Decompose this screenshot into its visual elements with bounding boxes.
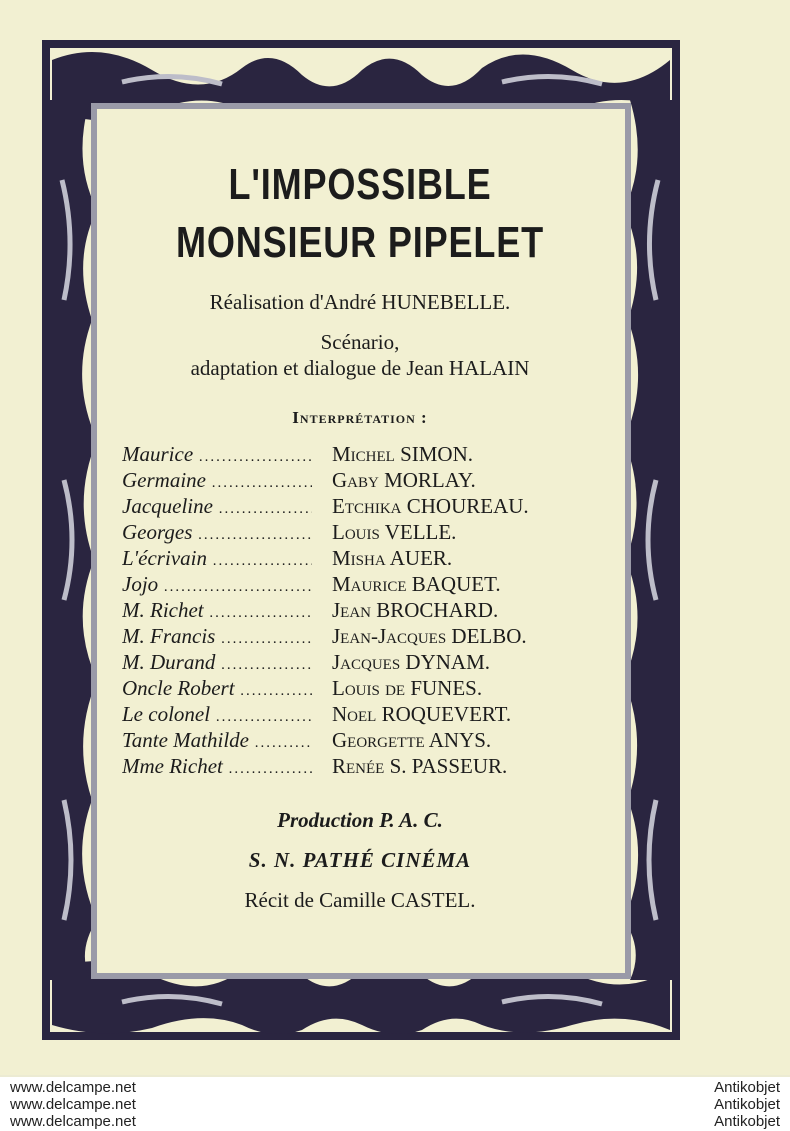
- watermark-right: Antikobjet: [714, 1096, 780, 1113]
- cast-row: [122, 546, 612, 572]
- studio-credit: S. N. PATHÉ CINÉMA: [248, 848, 472, 872]
- cast-actor: Michel SIMON.: [332, 442, 474, 466]
- cast-role: Oncle Robert .....: [122, 676, 312, 701]
- watermark-left: www.delcampe.net: [10, 1113, 136, 1130]
- watermark-left: www.delcampe.net: [10, 1079, 136, 1096]
- cast-role: Le colonel .....: [122, 702, 312, 727]
- cast-row: [122, 598, 612, 624]
- cast-role: M. Durand .....: [122, 650, 312, 675]
- story-credit: Récit de Camille CASTEL.: [244, 888, 476, 912]
- cast-role: M. Richet .....: [122, 598, 312, 623]
- cast-row: [122, 572, 612, 598]
- cast-actor: Jean BROCHARD.: [332, 598, 499, 622]
- cast-actor: Etchika CHOUREAU.: [332, 494, 529, 518]
- cast-role: Georges .....: [122, 520, 312, 545]
- cast-actor: Renée S. PASSEUR.: [332, 754, 508, 778]
- cast-actor: Jacques DYNAM.: [332, 650, 491, 674]
- cast-actor: Gaby MORLAY.: [332, 468, 476, 492]
- cast-role: L'écrivain .....: [122, 546, 312, 571]
- watermark-right: Antikobjet: [714, 1113, 780, 1130]
- cast-actor: Jean-Jacques DELBO.: [332, 624, 527, 648]
- cast-actor: Louis VELLE.: [332, 520, 457, 544]
- cast-row: [122, 520, 612, 546]
- production-credit: Production P. A. C.: [277, 808, 443, 832]
- cast-role: M. Francis .....: [122, 624, 312, 649]
- watermark-right: Antikobjet: [714, 1079, 780, 1096]
- cast-actor: Louis de FUNES.: [332, 676, 483, 700]
- cast-row: [122, 728, 612, 754]
- film-title-line1: L'IMPOSSIBLE: [228, 160, 492, 209]
- cast-row: [122, 468, 612, 494]
- cast-list: [122, 442, 612, 780]
- cast-row: [122, 624, 612, 650]
- film-title-line2: MONSIEUR PIPELET: [176, 218, 544, 267]
- cast-actor: Misha AUER.: [332, 546, 453, 570]
- cast-role: Jojo .....: [122, 572, 312, 597]
- cast-actor: Georgette ANYS.: [332, 728, 492, 752]
- cast-role: Germaine .....: [122, 468, 312, 493]
- direction-credit: Réalisation d'André HUNEBELLE.: [209, 290, 511, 314]
- scenario-credit-line1: Scénario,: [320, 330, 400, 354]
- cast-row: [122, 754, 612, 780]
- cast-role: Maurice .....: [122, 442, 312, 467]
- interpretation-heading: Interprétation :: [292, 408, 428, 427]
- watermark-footer: [0, 1077, 790, 1131]
- cast-actor: Noel ROQUEVERT.: [332, 702, 512, 726]
- cast-row: [122, 676, 612, 702]
- watermark-left: www.delcampe.net: [10, 1096, 136, 1113]
- cast-actor: Maurice BAQUET.: [332, 572, 501, 596]
- cast-role: Tante Mathilde .....: [122, 728, 312, 753]
- cast-role: Mme Richet .....: [122, 754, 312, 779]
- cast-row: [122, 442, 612, 468]
- cast-row: [122, 702, 612, 728]
- cast-role: Jacqueline .....: [122, 494, 312, 519]
- cast-row: [122, 650, 612, 676]
- scenario-credit-line2: adaptation et dialogue de Jean HALAIN: [190, 356, 530, 380]
- cast-row: [122, 494, 612, 520]
- credits-card: [100, 108, 620, 970]
